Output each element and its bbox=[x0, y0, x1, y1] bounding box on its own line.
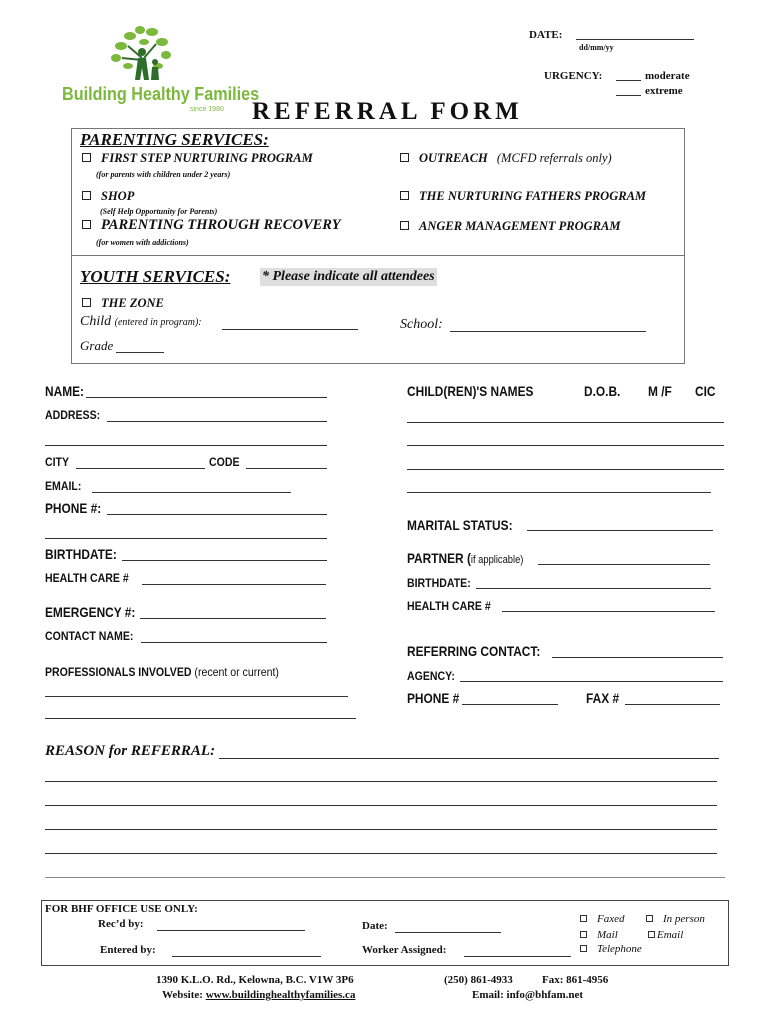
anger-label: ANGER MANAGEMENT PROGRAM bbox=[419, 219, 621, 233]
entered-by-field[interactable] bbox=[172, 944, 321, 957]
zone-checkbox[interactable] bbox=[82, 298, 91, 307]
professionals-label: PROFESSIONALS INVOLVED (recent or current) bbox=[45, 665, 279, 679]
phone-label: PHONE #: bbox=[45, 500, 102, 516]
urgency-moderate-field[interactable] bbox=[616, 70, 641, 81]
footer-address: 1390 K.L.O. Rd., Kelowna, B.C. V1W 3P6 bbox=[156, 974, 354, 986]
footer-phone: (250) 861-4933 bbox=[444, 974, 513, 986]
reason-field[interactable] bbox=[219, 745, 719, 759]
first-step-note: (for parents with children under 2 years) bbox=[96, 170, 231, 179]
referral-phone-field[interactable] bbox=[462, 691, 558, 705]
school-label: School: bbox=[400, 317, 443, 332]
cic-label: CIC bbox=[695, 383, 716, 399]
reason-line-3[interactable] bbox=[45, 792, 717, 806]
form-title: REFERRAL FORM bbox=[252, 98, 523, 125]
first-step-checkbox[interactable] bbox=[82, 153, 91, 162]
worker-assigned-field[interactable] bbox=[464, 944, 571, 957]
services-divider bbox=[72, 255, 684, 256]
logo-since: since 1980 bbox=[190, 106, 224, 113]
date-format-hint: dd/mm/yy bbox=[579, 43, 614, 52]
first-step-option[interactable] bbox=[82, 151, 313, 166]
child-field[interactable] bbox=[222, 316, 358, 330]
referral-phone-label: PHONE # bbox=[407, 690, 460, 706]
telephone-checkbox[interactable] bbox=[580, 945, 587, 952]
fax-field[interactable] bbox=[625, 691, 720, 705]
footer-fax: Fax: 861-4956 bbox=[542, 974, 609, 986]
reason-line-2[interactable] bbox=[45, 768, 717, 782]
anger-option[interactable] bbox=[400, 219, 620, 234]
date-label: DATE: bbox=[529, 29, 563, 41]
child-row-4[interactable] bbox=[407, 479, 711, 493]
logo-wordmark: Building Healthy Families bbox=[62, 84, 260, 104]
zone-label: THE ZONE bbox=[101, 296, 164, 310]
grade-label: Grade bbox=[80, 338, 114, 353]
email-checkbox[interactable] bbox=[648, 931, 655, 938]
recovery-label: PARENTING THROUGH RECOVERY bbox=[101, 217, 341, 233]
agency-label: AGENCY: bbox=[407, 669, 455, 683]
email-option[interactable]: Email bbox=[648, 929, 683, 941]
faxed-checkbox[interactable] bbox=[580, 915, 587, 922]
health-care-label: HEALTH CARE # bbox=[45, 571, 129, 585]
email-field[interactable] bbox=[92, 479, 291, 493]
partner-label: PARTNER (if applicable) bbox=[407, 550, 524, 566]
emergency-label: EMERGENCY #: bbox=[45, 604, 136, 620]
shop-option[interactable] bbox=[82, 189, 134, 204]
mf-label: M /F bbox=[648, 383, 672, 399]
reason-line-6[interactable] bbox=[45, 864, 725, 878]
organization-logo bbox=[58, 22, 260, 118]
recd-by-label: Rec’d by: bbox=[98, 918, 144, 930]
grade-field[interactable] bbox=[116, 340, 164, 353]
recd-by-field[interactable] bbox=[157, 918, 305, 931]
marital-status-field[interactable] bbox=[527, 517, 713, 531]
postal-code-field[interactable] bbox=[246, 455, 327, 469]
address-field[interactable] bbox=[107, 408, 327, 422]
dob-label: D.O.B. bbox=[584, 383, 621, 399]
footer-email: Email: info@bhfam.net bbox=[472, 989, 584, 1001]
zone-option[interactable] bbox=[82, 296, 164, 311]
in-person-option[interactable]: In person bbox=[646, 913, 705, 925]
mail-checkbox[interactable] bbox=[580, 931, 587, 938]
partner-birthdate-label: BIRTHDATE: bbox=[407, 576, 471, 590]
anger-checkbox[interactable] bbox=[400, 221, 409, 230]
child-row-2[interactable] bbox=[407, 432, 724, 446]
contact-name-field[interactable] bbox=[141, 629, 327, 643]
urgency-extreme-field[interactable] bbox=[616, 85, 641, 96]
reason-label: REASON for REFERRAL: bbox=[45, 743, 216, 759]
phone-field[interactable] bbox=[107, 501, 327, 515]
code-label: CODE bbox=[209, 455, 240, 469]
recovery-option[interactable] bbox=[82, 217, 341, 234]
urgency-extreme-label: extreme bbox=[645, 85, 683, 97]
office-date-field[interactable] bbox=[395, 920, 501, 933]
birthdate-field[interactable] bbox=[122, 547, 327, 561]
faxed-option[interactable]: Faxed bbox=[580, 913, 624, 925]
partner-field[interactable] bbox=[538, 551, 710, 565]
address-label: ADDRESS: bbox=[45, 408, 101, 422]
worker-assigned-label: Worker Assigned: bbox=[362, 944, 447, 956]
date-field[interactable] bbox=[576, 27, 694, 40]
referring-contact-field[interactable] bbox=[552, 644, 723, 658]
urgency-moderate-label: moderate bbox=[645, 70, 690, 82]
recovery-note: (for women with addictions) bbox=[96, 238, 189, 247]
recovery-checkbox[interactable] bbox=[82, 220, 91, 229]
outreach-checkbox[interactable] bbox=[400, 153, 409, 162]
outreach-note: (MCFD referrals only) bbox=[496, 151, 612, 165]
professionals-field-2[interactable] bbox=[45, 707, 356, 719]
birthdate-label: BIRTHDATE: bbox=[45, 546, 117, 562]
email-label: EMAIL: bbox=[45, 479, 82, 493]
entered-by-label: Entered by: bbox=[100, 944, 156, 956]
first-step-label: FIRST STEP NURTURING PROGRAM bbox=[101, 151, 313, 165]
marital-status-label: MARITAL STATUS: bbox=[407, 517, 513, 533]
partner-health-care-field[interactable] bbox=[502, 598, 715, 612]
child-row-1[interactable] bbox=[407, 409, 724, 423]
fathers-checkbox[interactable] bbox=[400, 191, 409, 200]
partner-health-care-label: HEALTH CARE # bbox=[407, 599, 491, 613]
outreach-option[interactable] bbox=[400, 151, 612, 166]
fathers-option[interactable] bbox=[400, 189, 646, 204]
website-link[interactable]: www.buildinghealthyfamilies.ca bbox=[205, 989, 356, 1001]
child-row-3[interactable] bbox=[407, 456, 724, 470]
shop-checkbox[interactable] bbox=[82, 191, 91, 200]
shop-note: (Self Help Opportunity for Parents) bbox=[100, 207, 218, 216]
mail-option[interactable]: Mail bbox=[580, 929, 618, 941]
children-names-label: CHILD(REN)'S NAMES bbox=[407, 383, 534, 399]
attendees-note: * Please indicate all attendees bbox=[262, 269, 435, 284]
outreach-label: OUTREACH bbox=[419, 151, 488, 165]
child-label: Child (entered in program): bbox=[80, 314, 202, 329]
telephone-option[interactable]: Telephone bbox=[580, 943, 642, 955]
reason-line-5[interactable] bbox=[45, 840, 717, 854]
emergency-field[interactable] bbox=[140, 605, 326, 619]
agency-field[interactable] bbox=[460, 668, 723, 682]
city-field[interactable] bbox=[76, 455, 205, 469]
shop-label: SHOP bbox=[101, 189, 135, 203]
phone-field-2[interactable] bbox=[45, 525, 327, 539]
contact-name-label: CONTACT NAME: bbox=[45, 629, 134, 643]
health-care-field[interactable] bbox=[142, 571, 326, 585]
name-label: NAME: bbox=[45, 383, 85, 399]
partner-birthdate-field[interactable] bbox=[476, 575, 711, 589]
name-field[interactable] bbox=[86, 384, 327, 398]
referring-contact-label: REFERRING CONTACT: bbox=[407, 643, 541, 659]
in-person-checkbox[interactable] bbox=[646, 915, 653, 922]
office-date-label: Date: bbox=[362, 920, 388, 932]
professionals-field[interactable] bbox=[45, 685, 348, 697]
office-use-heading: FOR BHF OFFICE USE ONLY: bbox=[45, 903, 198, 915]
fax-label: FAX # bbox=[586, 690, 620, 706]
youth-heading: YOUTH SERVICES: bbox=[80, 267, 231, 286]
school-field[interactable] bbox=[450, 318, 646, 332]
reason-line-4[interactable] bbox=[45, 816, 717, 830]
parenting-heading: PARENTING SERVICES: bbox=[80, 130, 269, 149]
city-label: CITY bbox=[45, 455, 70, 469]
fathers-label: THE NURTURING FATHERS PROGRAM bbox=[419, 189, 647, 203]
address-field-2[interactable] bbox=[45, 432, 327, 446]
footer-website: Website: www.buildinghealthyfamilies.ca bbox=[162, 989, 356, 1001]
urgency-label: URGENCY: bbox=[544, 70, 603, 82]
